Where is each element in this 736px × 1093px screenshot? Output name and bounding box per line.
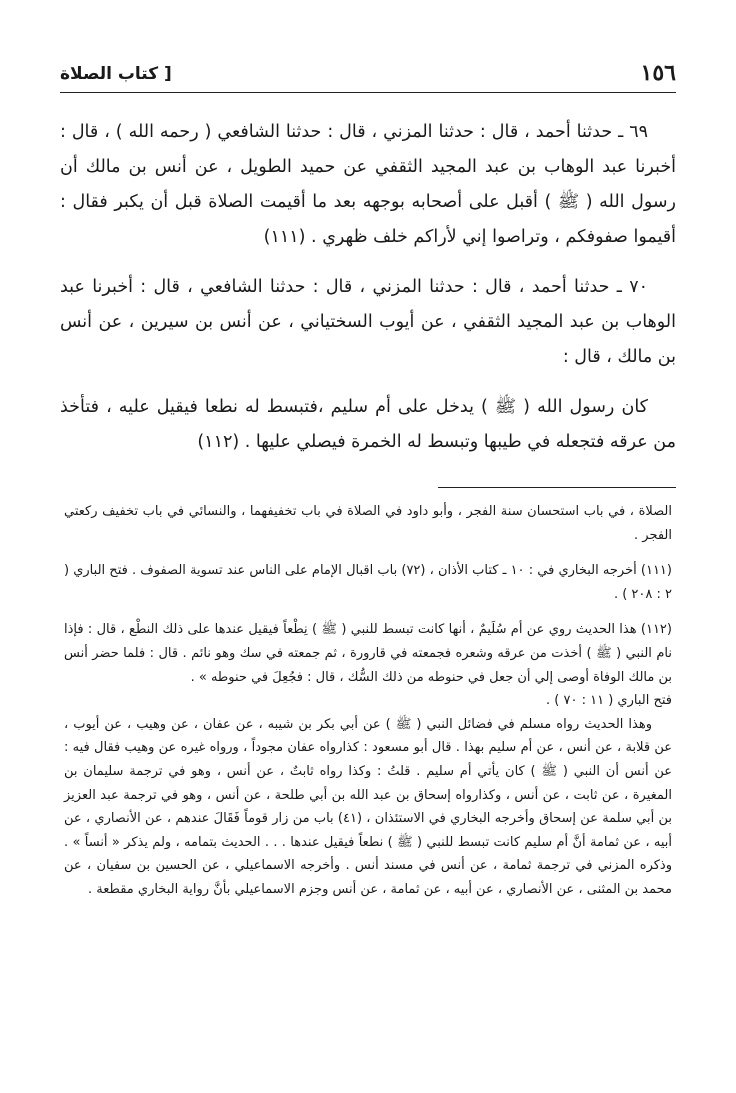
- footnote-112-continuation: وهذا الحديث رواه مسلم في فضائل النبي ( ﷺ ) عن أبي بكر بن شيبه ، عن عفان ، عن وهيب ، عن أيوب ، عن قلابة ، عن أنس ، عن أم سليم بهذا . قال أبو مسعود : كذارواه عفان مجوداً ، ورواه غيره عن وهيب فقال فيه : عن أنس أن النبي ( ﷺ ) كان يأتي أم سليم . قلتُ : وكذا رواه ثابتٌ ، عن أنس ، وهو في ترجمة سليمان بن المغيرة ، عن ثابت ، عن أنس ، وكذارواه إسحاق بن عبد الله بن أبي طلحة ، عن أنس ، وهو في ترجمة عبد العزيز بن أبي سلمة عن إسحاق وأخرجه البخاري في الاستئذان ، (٤١) باب من زار قوماً فَقَالَ عندهم ، عن الأنصاري ، عن أبيه ، عن ثمامة أنَّ أم سليم كانت تبسط للنبي ( ﷺ ) نطعاً فيقيل عندها . . . الحديث بتمامه ، ولم يذكر « أنساً » . وذكره المزني في ترجمة ثمامة ، عن أنس في مسند أنس . وأخرجه الاسماعيلي ، عن الحسين بن سفيان ، عن محمد بن المثنى ، عن الأنصاري ، عن أبيه ، عن ثمامة ، عن أنس وجزم الاسماعيلي بأنَّ رواية البخاري مقطعة .: [64, 716, 673, 897]
- footnotes: [64, 500, 672, 902]
- hadith-69: ٦٩ ـ حدثنا أحمد ، قال : حدثنا المزني ، قال : حدثنا الشافعي ( رحمه الله ) ، قال : أخبرنا عبد الوهاب بن عبد المجيد الثقفي عن حميد الطويل ، عن أنس بن مالك أن رسول الله ( ﷺ ) أقبل على أصحابه بوجهه بعد ما أقيمت الصلاة قبل أن يكبر فقال : أقيموا صفوفكم ، وتراصوا إني لأراكم خلف ظهري . (١١١): [60, 122, 676, 247]
- running-title: [ كتاب الصلاة: [60, 64, 172, 84]
- page-number: ١٥٦: [640, 60, 676, 86]
- footnote-112: (١١٢) هذا الحديث روي عن أم سُلَيمٌ ، أنها كانت تبسط للنبي ( ﷺ ) نِطْعاً فيقيل عندها على ذلك النطْع ، قال : فإذا نام النبي ( ﷺ ) أخذت من عرقه وشعره فجمعته في قارورة ، ثم جمعته في سك وهو نائم . قال : فلما حضر أنس بن مالك الوفاة أوصى إلي أن جعل في حنوطه من ذلك السُّك ، قال : فجُعِلَ في حنوطه » .: [64, 622, 672, 685]
- footnote-111: (١١١) أخرجه البخاري في : ١٠ ـ كتاب الأذان ، (٧٢) باب اقبال الإمام على الناس عند تسوية الصفوف . فتح الباري ( ٢ : ٢٠٨ ) .: [64, 563, 672, 602]
- hadith-70-matn: كان رسول الله ( ﷺ ) يدخل على أم سليم ،فتبسط له نطعا فيقيل عليه ، فتأخذ من عرقه فتجعله في طيبها وتبسط له الخمرة فيصلي عليها . (١١٢): [60, 397, 676, 452]
- footnote-divider: [438, 487, 676, 488]
- footnote-continuation: الصلاة ، في باب استحسان سنة الفجر ، وأبو داود في الصلاة في باب تخفيفهما ، والنسائي في باب تخفيف ركعتي الفجر .: [64, 504, 672, 543]
- page-header: [60, 58, 676, 93]
- main-text: [60, 115, 676, 460]
- footnote-112-reference: فتح الباري ( ١١ : ٧٠ ) .: [546, 693, 672, 709]
- hadith-70-isnad: ٧٠ ـ حدثنا أحمد ، قال : حدثنا المزني ، قال : حدثنا الشافعي ، قال : أخبرنا عبد الوهاب بن عبد المجيد الثقفي ، عن أيوب السختياني ، عن أنس بن سيرين ، عن أنس بن مالك ، قال :: [60, 277, 676, 367]
